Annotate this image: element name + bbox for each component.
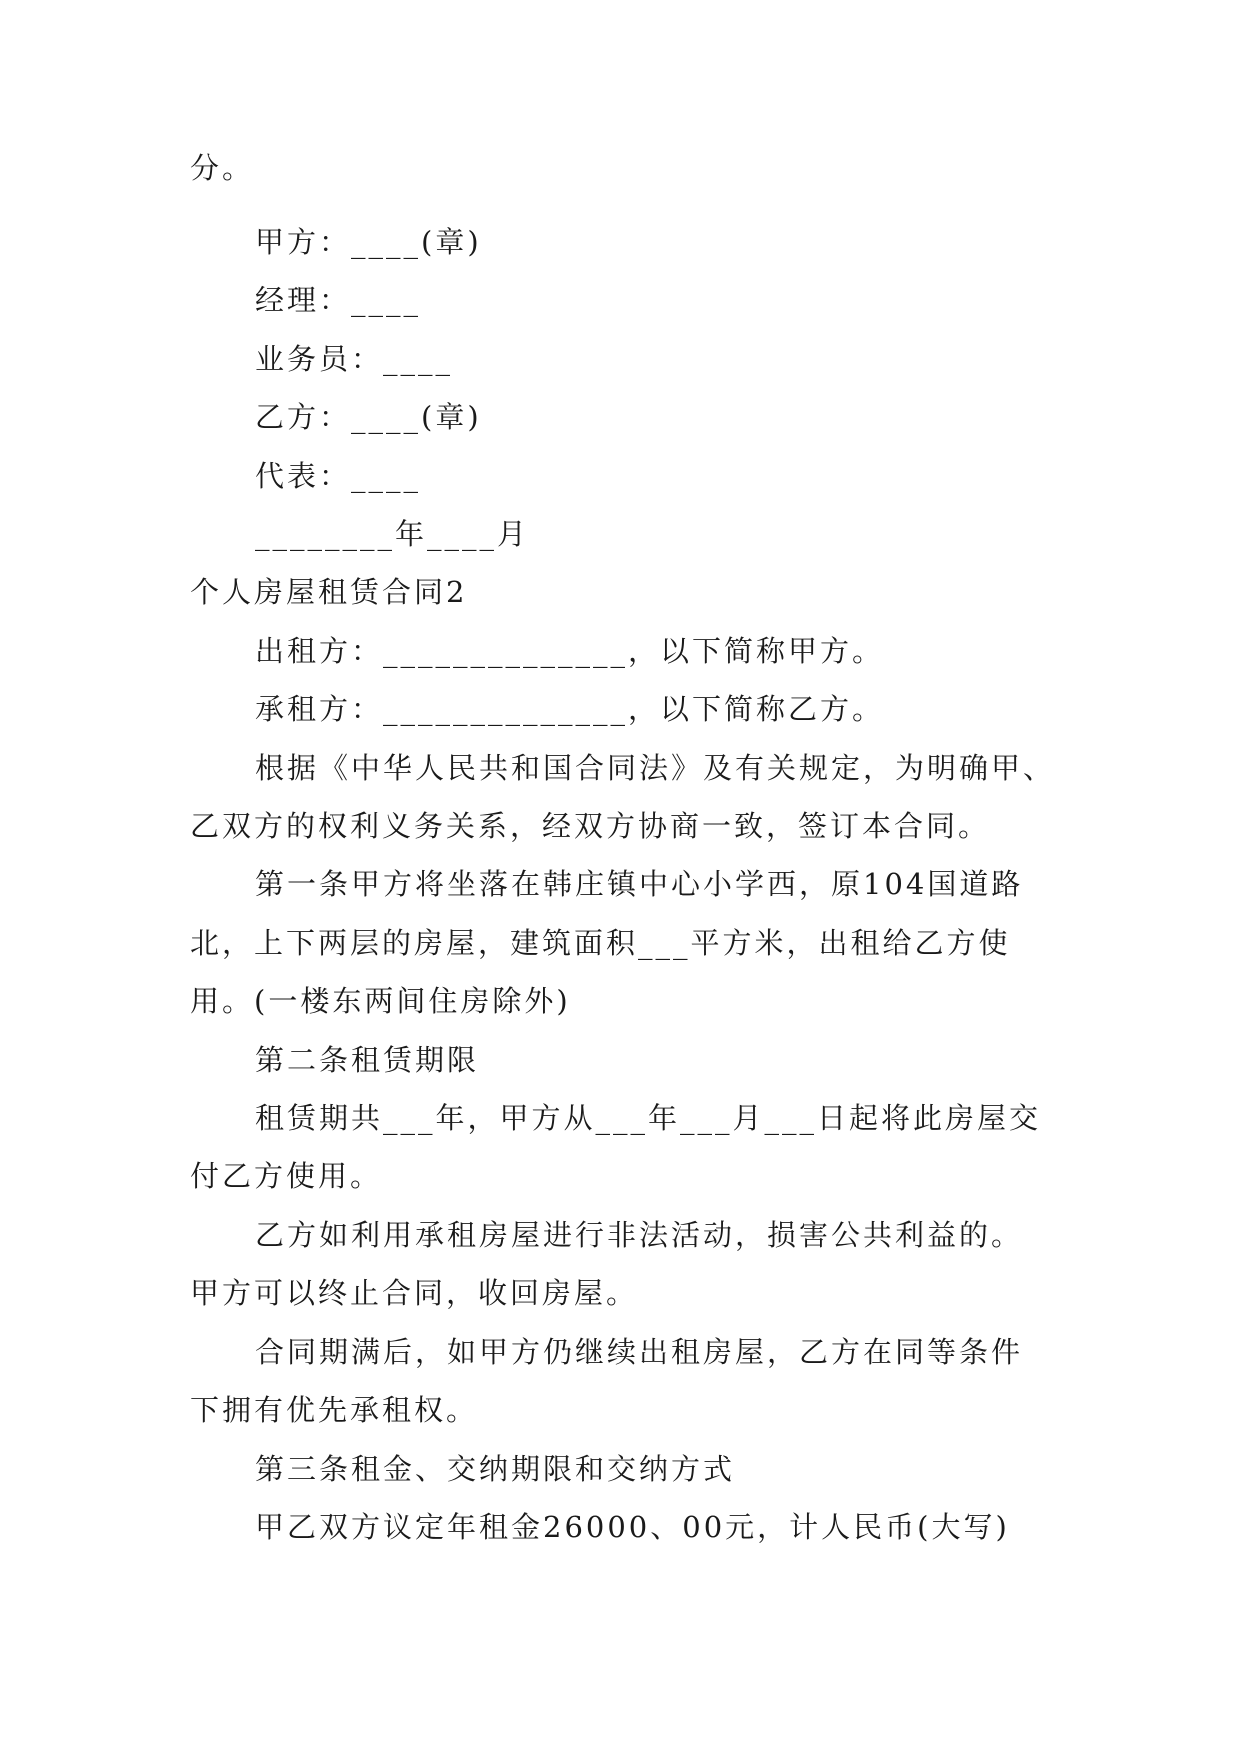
signature-date: ________年____月 [255, 517, 530, 551]
paragraph-line: 根据《中华人民共和国合同法》及有关规定，为明确甲、 [255, 751, 1056, 785]
article-1-line: 北，上下两层的房屋，建筑面积___平方米，出租给乙方使 [190, 926, 1011, 960]
signature-salesperson: 业务员：____ [255, 342, 454, 376]
paragraph-line: 合同期满后，如甲方仍继续出租房屋，乙方在同等条件 [255, 1335, 1024, 1369]
article-2-line: 付乙方使用。 [190, 1159, 383, 1193]
signature-manager: 经理：____ [255, 283, 422, 317]
article-2-heading: 第二条租赁期限 [255, 1043, 480, 1077]
article-3-heading: 第三条租金、交纳期限和交纳方式 [255, 1452, 736, 1486]
article-1-line: 用。(一楼东两间住房除外) [190, 984, 571, 1018]
signature-representative: 代表：____ [255, 459, 422, 493]
paragraph-line: 甲方可以终止合同，收回房屋。 [190, 1276, 639, 1310]
article-1-line: 第一条甲方将坐落在韩庄镇中心小学西，原104国道路 [255, 867, 1024, 901]
article-3-line: 甲乙双方议定年租金26000、00元，计人民币(大写) [255, 1510, 1010, 1544]
article-2-line: 租赁期共___年，甲方从___年___月___日起将此房屋交 [255, 1101, 1042, 1135]
lessor-line: 出租方：______________，以下简称甲方。 [255, 634, 885, 668]
contract-title: 个人房屋租赁合同2 [190, 575, 468, 609]
paragraph-line: 下拥有优先承租权。 [190, 1393, 479, 1427]
signature-party-b: 乙方：____(章) [255, 400, 482, 434]
text-line: 分。 [190, 151, 255, 185]
lessee-line: 承租方：______________，以下简称乙方。 [255, 692, 885, 726]
paragraph-line: 乙双方的权利义务关系，经双方协商一致，签订本合同。 [190, 809, 991, 843]
signature-party-a: 甲方：____(章) [255, 225, 482, 259]
paragraph-line: 乙方如利用承租房屋进行非法活动，损害公共利益的。 [255, 1218, 1024, 1252]
